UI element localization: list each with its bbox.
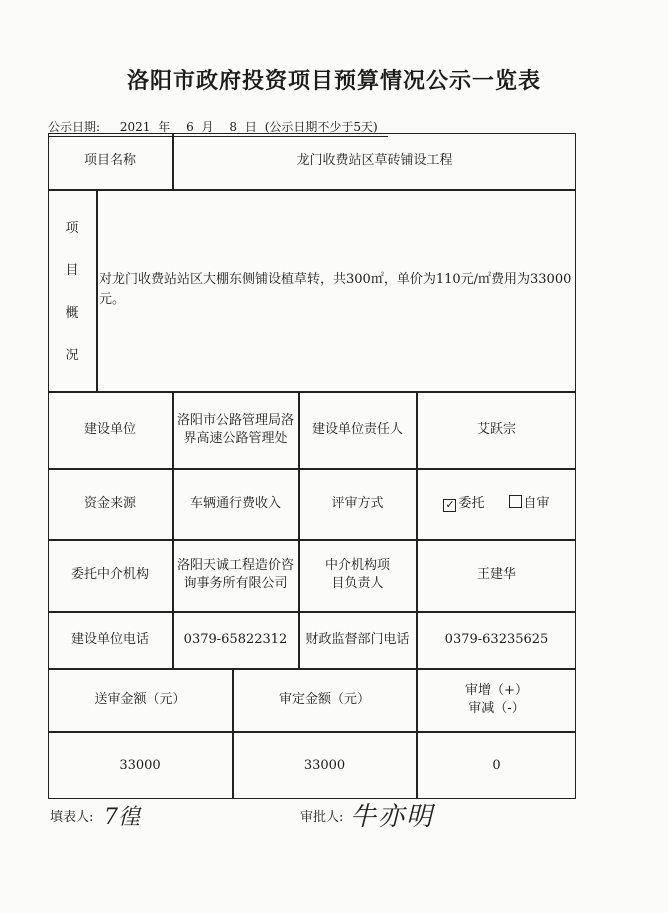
submitted-amount-value: 33000 [119,757,161,773]
diff-label [417,668,576,731]
fund-source-label: 资金来源 [83,495,136,511]
submitted-amount-label: 送审金额（元） [94,691,186,707]
diff-label-increase: 审增（+） [465,682,528,698]
checkbox-checked-icon[interactable]: ✓ [445,497,455,511]
fund-source-value: 车辆通行费收入 [189,495,281,511]
agency-lead-value: 王建华 [476,567,516,582]
overview-text [97,189,575,391]
finance-phone-label: 财政监督部门电话 [305,631,410,647]
overview-label-char: 目 [65,263,79,279]
approver-label: 审批人: [300,810,344,825]
date-month: 6 [186,120,194,134]
project-name-label: 项目名称 [83,153,136,168]
agency-label: 委托中介机构 [70,567,149,582]
checkbox-unchecked-icon[interactable] [509,495,522,508]
date-note: (公示日期不少于5天) [264,120,378,134]
builder-label: 建设单位 [83,421,136,437]
review-method-options [417,468,576,539]
overview-text-content: 对龙门收费站站区大棚东侧铺设植草转，共300㎡，单价为110元/㎡费用为33000元。 [99,272,572,307]
review-method-label: 评审方式 [331,495,384,511]
overview-label [48,189,96,391]
filler-signature: 7徨 [104,805,140,830]
page-title: 洛阳市政府投资项目预算情况公示一览表 [126,68,541,94]
builder-phone-value: 0379-65822312 [183,631,288,647]
date-year: 2021 [119,120,151,134]
date-day: 8 [229,120,238,134]
review-option-self[interactable] [509,495,550,513]
diff-label-decrease: 审减（-） [468,700,525,716]
review-option-entrust[interactable] [443,495,484,513]
diff-amount-value: 0 [492,757,501,773]
project-name-value: 龙门收费站区草砖铺设工程 [296,153,453,168]
date-day-unit: 日 [244,120,257,134]
agency-lead-label: 中介机构项目负责人 [324,558,390,591]
builder-value: 洛阳市公路管理局洛界高速公路管理处 [176,412,294,446]
review-option-self-label: 自审 [523,495,550,511]
date-year-unit: 年 [158,120,171,134]
budget-table [48,133,576,799]
agency-value: 洛阳天诚工程造价咨询事务所有限公司 [176,558,294,591]
date-month-unit: 月 [201,120,214,134]
builder-lead-value: 艾跃宗 [476,421,516,437]
approved-amount-label: 审定金额（元） [278,691,370,707]
overview-label-char: 况 [65,348,79,364]
review-option-entrust-label: 委托 [458,495,485,511]
date-label: 公示日期: [48,120,101,134]
overview-label-char: 项 [65,220,79,236]
approver-signature: 牛亦明 [350,802,435,832]
builder-lead-label: 建设单位责任人 [311,421,403,437]
overview-label-char: 概 [65,305,79,321]
approved-amount-value: 33000 [303,757,346,773]
finance-phone-value: 0379-63235625 [444,631,549,647]
builder-phone-label: 建设单位电话 [70,631,149,647]
filler-label: 填表人: [50,810,94,825]
